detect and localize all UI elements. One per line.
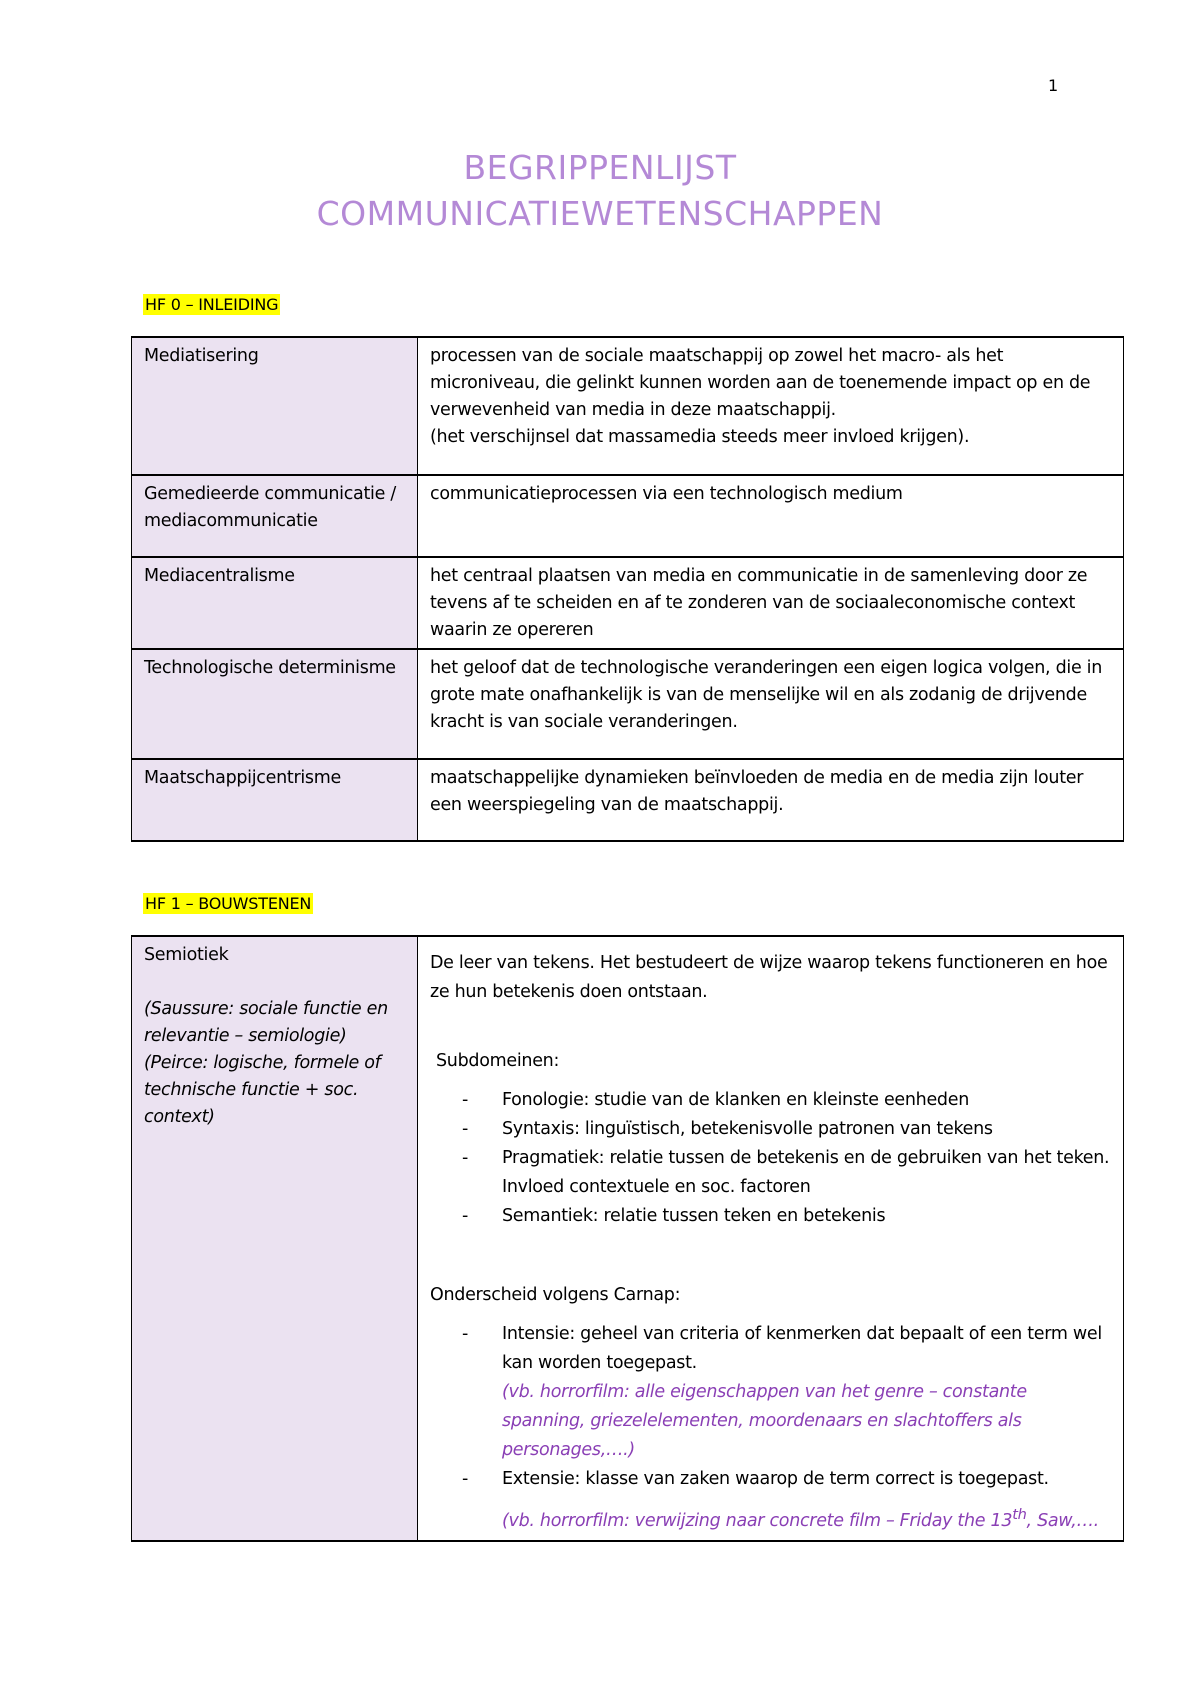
list-item: - Pragmatiek: relatie tussen de betekenis en de gebruiken van het teken. Invloed contextuele en soc. factoren bbox=[430, 1144, 1113, 1202]
title-line-2: COMMUNICATIEWETENSCHAPPEN bbox=[316, 194, 884, 233]
section-heading-hf1: HF 1 – BOUWSTENEN bbox=[145, 894, 312, 913]
term-cell: Mediatisering bbox=[132, 337, 418, 475]
intensie-example: (vb. horrorfilm: alle eigenschappen van het genre – constante spanning, griezelelementen, moordenaars en slachtoffers als personages,….) bbox=[502, 1382, 1027, 1460]
definition-text: De leer van tekens. Het bestudeert de wijze waarop tekens functioneren en hoe ze hun betekenis doen ontstaan. bbox=[430, 953, 1108, 1002]
list-item bbox=[430, 1465, 1113, 1536]
definition-cell bbox=[418, 337, 1124, 475]
term-cell bbox=[132, 936, 418, 1541]
definition-cell bbox=[418, 936, 1124, 1541]
document-title bbox=[0, 145, 1200, 237]
extensie-example-text: (vb. horrorfilm: verwijzing naar concrete film – Friday the 13 bbox=[502, 1510, 1013, 1531]
definition-text: processen van de sociale maatschappij op zowel het macro- als het microniveau, die gelinkt kunnen worden aan de toenemende impact op en de verwevenheid van media in deze maatschappij. bbox=[430, 346, 1091, 420]
list-item bbox=[430, 1320, 1113, 1465]
carnap-label: Onderscheid volgens Carnap: bbox=[430, 1285, 681, 1305]
glossary-table-hf1 bbox=[131, 935, 1124, 1542]
table-row bbox=[132, 649, 1124, 759]
definition-note: (het verschijnsel dat massamedia steeds meer invloed krijgen). bbox=[430, 427, 970, 447]
section-heading-hf0: HF 0 – INLEIDING bbox=[145, 295, 279, 314]
term-label: Semiotiek bbox=[144, 945, 229, 965]
extensie-example bbox=[502, 1500, 1113, 1536]
table-row bbox=[132, 936, 1124, 1541]
list-item: - Syntaxis: linguïstisch, betekenisvolle patronen van tekens bbox=[430, 1115, 1113, 1144]
definition-cell: maatschappelijke dynamieken beïnvloeden de media en de media zijn louter een weerspiegeling van de maatschappij. bbox=[418, 759, 1124, 841]
table-row bbox=[132, 337, 1124, 475]
term-cell: Mediacentralisme bbox=[132, 557, 418, 649]
extensie-example-superscript: th bbox=[1012, 1506, 1027, 1523]
definition-cell: communicatieprocessen via een technologisch medium bbox=[418, 475, 1124, 557]
list-item: - Fonologie: studie van de klanken en kleinste eenheden bbox=[430, 1086, 1113, 1115]
subdomains-label: Subdomeinen: bbox=[436, 1051, 560, 1071]
table-row bbox=[132, 759, 1124, 841]
page-number: 1 bbox=[1048, 76, 1059, 95]
carnap-list bbox=[430, 1320, 1113, 1536]
term-cell: Maatschappijcentrisme bbox=[132, 759, 418, 841]
table-row bbox=[132, 557, 1124, 649]
table-row bbox=[132, 475, 1124, 557]
term-cell: Technologische determinisme bbox=[132, 649, 418, 759]
intensie-text: Intensie: geheel van criteria of kenmerken dat bepaalt of een term wel kan worden toegepast. bbox=[502, 1324, 1102, 1373]
subdomains-list bbox=[430, 1086, 1113, 1231]
term-note-saussure: (Saussure: sociale functie en relevantie – semiologie) bbox=[144, 999, 388, 1046]
definition-cell: het geloof dat de technologische veranderingen een eigen logica volgen, die in grote mate onafhankelijk is van de menselijke wil en als zodanig de drijvende kracht is van sociale veranderingen. bbox=[418, 649, 1124, 759]
term-cell: Gemedieerde communicatie / mediacommunicatie bbox=[132, 475, 418, 557]
extensie-example-text-end: , Saw,…. bbox=[1026, 1510, 1099, 1531]
list-item: - Semantiek: relatie tussen teken en betekenis bbox=[430, 1202, 1113, 1231]
definition-cell: het centraal plaatsen van media en communicatie in de samenleving door ze tevens af te scheiden en af te zonderen van de sociaaleconomische context waarin ze opereren bbox=[418, 557, 1124, 649]
term-note-peirce: (Peirce: logische, formele of technische functie + soc. context) bbox=[144, 1053, 381, 1127]
glossary-table-hf0 bbox=[131, 336, 1124, 842]
title-line-1: BEGRIPPENLIJST bbox=[463, 148, 737, 187]
extensie-text: Extensie: klasse van zaken waarop de term correct is toegepast. bbox=[502, 1469, 1049, 1489]
